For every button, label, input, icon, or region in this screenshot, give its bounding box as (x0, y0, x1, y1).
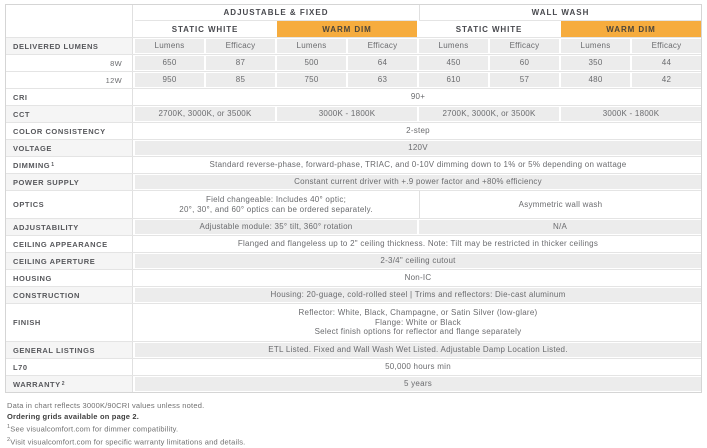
metric-header: Efficacy (632, 39, 701, 53)
color-consistency-value: 2-step (406, 126, 430, 136)
efficacy-value: 63 (348, 73, 417, 87)
table-header (6, 5, 701, 37)
type-header-warm-dim-1: WARM DIM (277, 21, 417, 37)
footnote-marker-1: 1 (7, 424, 11, 430)
finish-line-3: Select finish options for reflector and flange separately (314, 327, 522, 337)
row-8w (6, 54, 701, 71)
cct-value: 2700K, 3000K, or 3500K (135, 107, 275, 121)
efficacy-value: 64 (348, 56, 417, 70)
footnote-marker-2: 2 (7, 437, 11, 443)
metric-header: Lumens (419, 39, 488, 53)
warranty-value: 5 years (135, 377, 701, 391)
power-supply-value: Constant current driver with +.9 power factor and +80% efficiency (135, 175, 701, 189)
row-label-housing: HOUSING (6, 270, 133, 286)
group-header-wall-wash: WALL WASH (419, 5, 701, 21)
row-dimming (6, 156, 701, 173)
row-label-finish: FINISH (6, 304, 133, 341)
product-spec-table (5, 4, 702, 393)
row-power-supply (6, 173, 701, 190)
row-voltage (6, 139, 701, 156)
row-label-power-supply: POWER SUPPLY (6, 174, 133, 190)
row-label-dimming: DIMMING 1 (6, 157, 133, 173)
efficacy-value: 44 (632, 56, 701, 70)
group-header-adjustable-fixed: ADJUSTABLE & FIXED (135, 5, 417, 21)
row-label-optics: OPTICS (6, 191, 133, 218)
row-warranty (6, 375, 701, 392)
footnote-ordering-grids: Ordering grids available on page 2. (7, 411, 140, 421)
finish-value (135, 304, 701, 341)
adjustability-wall-wash-value: N/A (419, 220, 701, 234)
row-housing (6, 269, 701, 286)
housing-value: Non-IC (404, 273, 432, 283)
footnote-data-basis: Data in chart reflects 3000K/90CRI values unless noted. (7, 401, 205, 410)
metric-header: Lumens (277, 39, 346, 53)
row-label-cct: CCT (6, 106, 133, 122)
row-label-warranty: WARRANTY 2 (6, 376, 133, 392)
cri-value: 90+ (410, 92, 426, 102)
optics-line-2: 20°, 30°, and 60° optics can be ordered separately. (179, 204, 373, 214)
row-12w (6, 71, 701, 88)
ceiling-appearance-value: Flanged and flangeless up to 2" ceiling thickness. Note: Tilt may be restricted in thicker ceilings (237, 239, 599, 249)
row-label-delivered-lumens: DELIVERED LUMENS (6, 38, 133, 54)
lumens-value: 610 (419, 73, 488, 87)
row-construction (6, 286, 701, 303)
efficacy-value: 42 (632, 73, 701, 87)
footnote-warranty-details: $^2$Visit visualcomfort.com for specific warranty limitations and details. (7, 437, 246, 447)
row-l70 (6, 358, 701, 375)
finish-line-2: Flange: White or Black (375, 317, 461, 327)
optics-line-1: Field changeable: Includes 40° optic; (205, 195, 347, 204)
row-adjustability (6, 218, 701, 235)
dimming-value: Standard reverse-phase, forward-phase, TRIAC, and 0-10V dimming down to 1% or 5% depending on wattage (209, 160, 627, 170)
row-delivered-lumens-header (6, 37, 701, 54)
row-label-l70: L70 (6, 359, 133, 375)
row-label-general-listings: GENERAL LISTINGS (6, 342, 133, 358)
row-label-adjustability: ADJUSTABILITY (6, 219, 133, 235)
voltage-value: 120V (135, 141, 701, 155)
lumens-value: 650 (135, 56, 204, 70)
type-header-static-white-1: STATIC WHITE (171, 24, 239, 34)
row-label-ceiling-appearance: CEILING APPEARANCE (6, 236, 133, 252)
metric-header: Lumens (561, 39, 630, 53)
lumens-value: 950 (135, 73, 204, 87)
cct-value: 2700K, 3000K, or 3500K (419, 107, 559, 121)
cct-value: 3000K - 1800K (277, 107, 417, 121)
row-cct (6, 105, 701, 122)
construction-value: Housing: 20-guage, cold-rolled steel | Trims and reflectors: Die-cast aluminum (135, 288, 701, 302)
footnote-marker-1: 1 (51, 162, 55, 168)
footnote-marker-2: 2 (61, 381, 66, 387)
metric-header: Efficacy (490, 39, 559, 53)
row-label-voltage: VOLTAGE (6, 140, 133, 156)
lumens-value: 750 (277, 73, 346, 87)
row-label-12w: 12W (6, 72, 133, 88)
row-label-ceiling-aperture: CEILING APERTURE (6, 253, 133, 269)
row-optics (6, 190, 701, 218)
metric-header: Efficacy (206, 39, 275, 53)
type-header-static-white-2: STATIC WHITE (455, 24, 523, 34)
row-ceiling-appearance (6, 235, 701, 252)
row-color-consistency (6, 122, 701, 139)
l70-value: 50,000 hours min (385, 362, 451, 372)
lumens-value: 350 (561, 56, 630, 70)
row-label-cri: CRI (6, 89, 133, 105)
lumens-value: 450 (419, 56, 488, 70)
footnote-dimmer-compatibility: $^1$See visualcomfort.com for dimmer compatibility. (7, 424, 179, 434)
row-ceiling-aperture (6, 252, 701, 269)
finish-line-1: Reflector: White, Black, Champagne, or Satin Silver (low-glare) (298, 308, 538, 318)
optics-wall-wash-value: Asymmetric wall wash (419, 191, 701, 218)
optics-adjustable-value (135, 191, 417, 218)
efficacy-value: 60 (490, 56, 559, 70)
row-finish (6, 303, 701, 341)
row-general-listings (6, 341, 701, 358)
ceiling-aperture-value: 2-3/4" ceiling cutout (135, 254, 701, 268)
footnotes (7, 401, 245, 448)
row-cri (6, 88, 701, 105)
header-corner-cell (6, 5, 133, 37)
efficacy-value: 57 (490, 73, 559, 87)
metric-header: Efficacy (348, 39, 417, 53)
row-label-8w: 8W (6, 55, 133, 71)
metric-header: Lumens (135, 39, 204, 53)
type-header-warm-dim-2: WARM DIM (561, 21, 701, 37)
row-label-construction: CONSTRUCTION (6, 287, 133, 303)
cct-value: 3000K - 1800K (561, 107, 701, 121)
general-listings-value: ETL Listed. Fixed and Wall Wash Wet Listed. Adjustable Damp Location Listed. (135, 343, 701, 357)
lumens-value: 500 (277, 56, 346, 70)
lumens-value: 480 (561, 73, 630, 87)
efficacy-value: 87 (206, 56, 275, 70)
row-label-color-consistency: COLOR CONSISTENCY (6, 123, 133, 139)
efficacy-value: 85 (206, 73, 275, 87)
adjustability-value: Adjustable module: 35° tilt, 360° rotation (135, 220, 417, 234)
